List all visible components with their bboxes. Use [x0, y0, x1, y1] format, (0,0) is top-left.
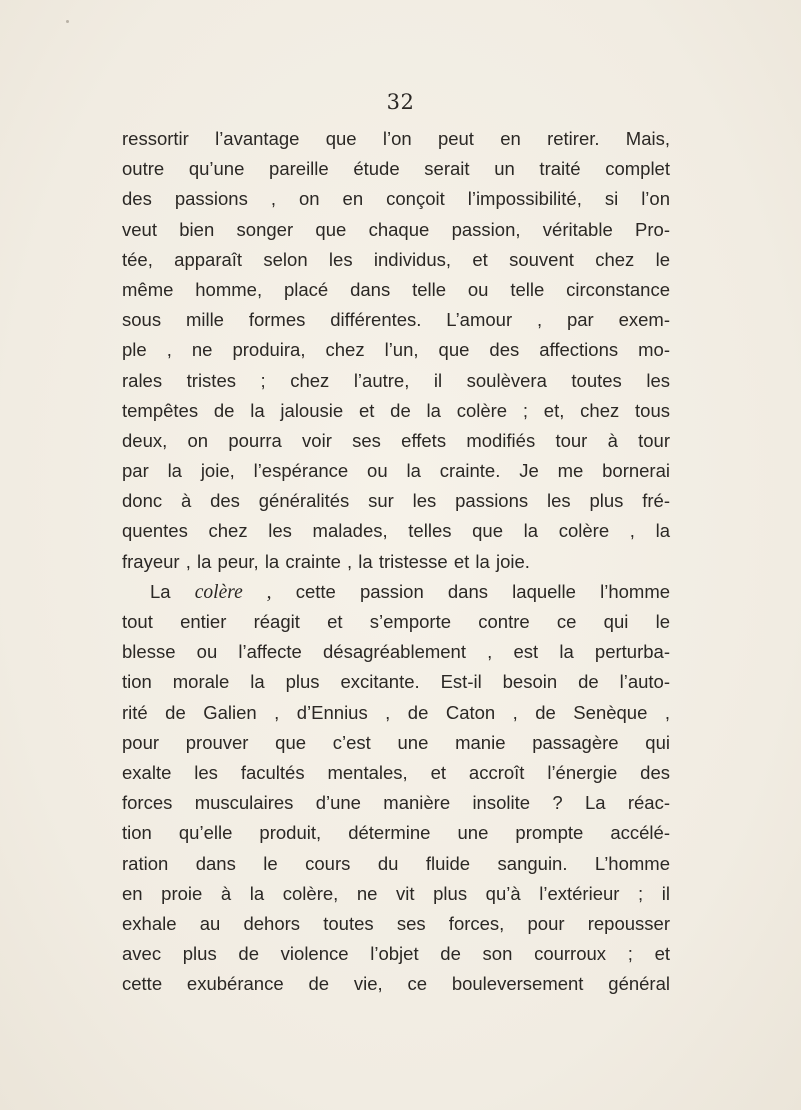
text-line: ressortir l’avantage que l’on peut en retirer. Mais,	[122, 128, 670, 149]
text-line: frayeur , la peur, la crainte , la tristesse et la joie.	[122, 550, 530, 572]
text-line: ple , ne produira, chez l’un, que des affections mo-	[122, 339, 670, 361]
text-line: quentes chez les malades, telles que la colère , la	[122, 520, 670, 542]
text-line: outre qu’une pareille étude serait un traité complet	[122, 158, 670, 180]
body-text	[122, 124, 670, 999]
text-line: tion qu’elle produit, détermine une prompte accélé-	[122, 822, 670, 844]
text-suffix: cette passion dans laquelle l’homme	[271, 580, 671, 602]
text-line: donc à des généralités sur les passions les plus fré-	[122, 490, 670, 512]
text-line: veut bien songer que chaque passion, véritable Pro-	[122, 218, 670, 240]
text-line: rales tristes ; chez l’autre, il soulèvera toutes les	[122, 369, 670, 391]
text-line: tempêtes de la jalousie et de la colère ; et, chez tous	[122, 399, 670, 421]
emphasized-term: colère ,	[194, 581, 272, 603]
text-line: par la joie, l’espérance ou la crainte. Je me bornerai	[122, 460, 670, 482]
text-line: tée, apparaît selon les individus, et souvent chez le	[122, 248, 670, 270]
text-line-first	[122, 577, 670, 607]
paragraph-2	[122, 577, 670, 1000]
text-line: rité de Galien , d’Ennius , de Caton , de Senèque ,	[122, 701, 670, 723]
text-line: deux, on pourra voir ses effets modifiés tour à tour	[122, 429, 670, 451]
text-line: des passions , on en conçoit l’impossibilité, si l’on	[122, 188, 670, 210]
text-line: tout entier réagit et s’emporte contre ce qui le	[122, 611, 670, 632]
text-line: tion morale la plus excitante. Est-il besoin de l’auto-	[122, 671, 670, 693]
text-line: sous mille formes différentes. L’amour , par exem-	[122, 309, 670, 331]
text-line: cette exubérance de vie, ce bouleversement général	[122, 973, 670, 995]
text-line: exalte les facultés mentales, et accroît l’énergie des	[122, 761, 670, 783]
text-line: avec plus de violence l’objet de son courroux ; et	[122, 943, 670, 965]
text-line: blesse ou l’affecte désagréablement , est la perturba-	[122, 641, 670, 663]
text-line: forces musculaires d’une manière insolite ? La réac-	[122, 792, 670, 814]
paper-speck	[66, 20, 69, 23]
text-line: exhale au dehors toutes ses forces, pour repousser	[122, 912, 670, 934]
page-number: 32	[386, 90, 415, 114]
text-line: même homme, placé dans telle ou telle circonstance	[122, 278, 670, 300]
text-prefix: La	[150, 580, 195, 602]
paragraph-1	[122, 124, 670, 577]
text-line: ration dans le cours du fluide sanguin. L’homme	[122, 852, 670, 874]
text-line: en proie à la colère, ne vit plus qu’à l’extérieur ; il	[122, 882, 670, 904]
text-line: pour prouver que c’est une manie passagère qui	[122, 731, 670, 753]
